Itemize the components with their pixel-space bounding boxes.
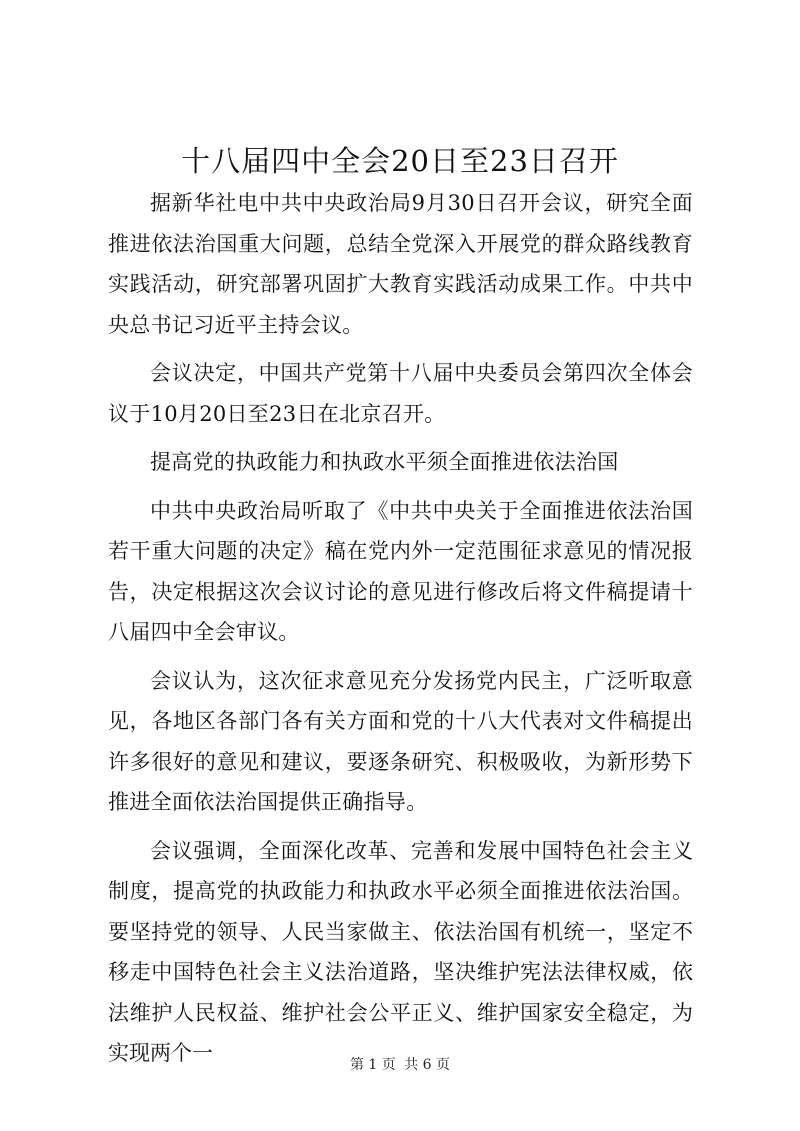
page-total: 共 6 页 [404, 1057, 451, 1073]
paragraph-5: 会议强调，全面深化改革、完善和发展中国特色社会主义制度，提高党的执政能力和执政水平必须全面推进依法治国。要坚持党的领导、人民当家做主、依法治国有机统一，坚定不移走中国特色社会主义法治道路，坚决维护宪法法律权威，依法维护人民权益、维护社会公平正义、维护国家安全稳定，为实现两个一 [108, 838, 693, 1065]
page-footer [0, 1055, 800, 1075]
document-body [108, 183, 693, 1074]
page-title: 十八届四中全会20日至23日召开 [181, 144, 619, 178]
paragraph-subheading: 提高党的执政能力和执政水平须全面推进依法治国 [150, 450, 619, 474]
page-number: 第 1 页 [349, 1057, 396, 1073]
paragraph-1: 据新华社电中共中央政治局9月30日召开会议，研究全面推进依法治国重大问题，总结全党深入开展党的群众路线教育实践活动，研究部署巩固扩大教育实践活动成果工作。中共中央总书记习近平主持会议。 [108, 191, 693, 337]
paragraph-2: 会议决定，中国共产党第十八届中央委员会第四次全体会议于10月20日至23日在北京召开。 [108, 361, 693, 426]
paragraph-4: 会议认为，这次征求意见充分发扬党内民主，广泛听取意见，各地区各部门各有关方面和党的十八大代表对文件稿提出许多很好的意见和建议，要逐条研究、积极吸收，为新形势下推进全面依法治国提供正确指导。 [108, 668, 693, 814]
paragraph-3: 中共中央政治局听取了《中共中央关于全面推进依法治国若干重大问题的决定》稿在党内外一定范围征求意见的情况报告，决定根据这次会议讨论的意见进行修改后将文件稿提请十八届四中全会审议。 [108, 498, 693, 644]
